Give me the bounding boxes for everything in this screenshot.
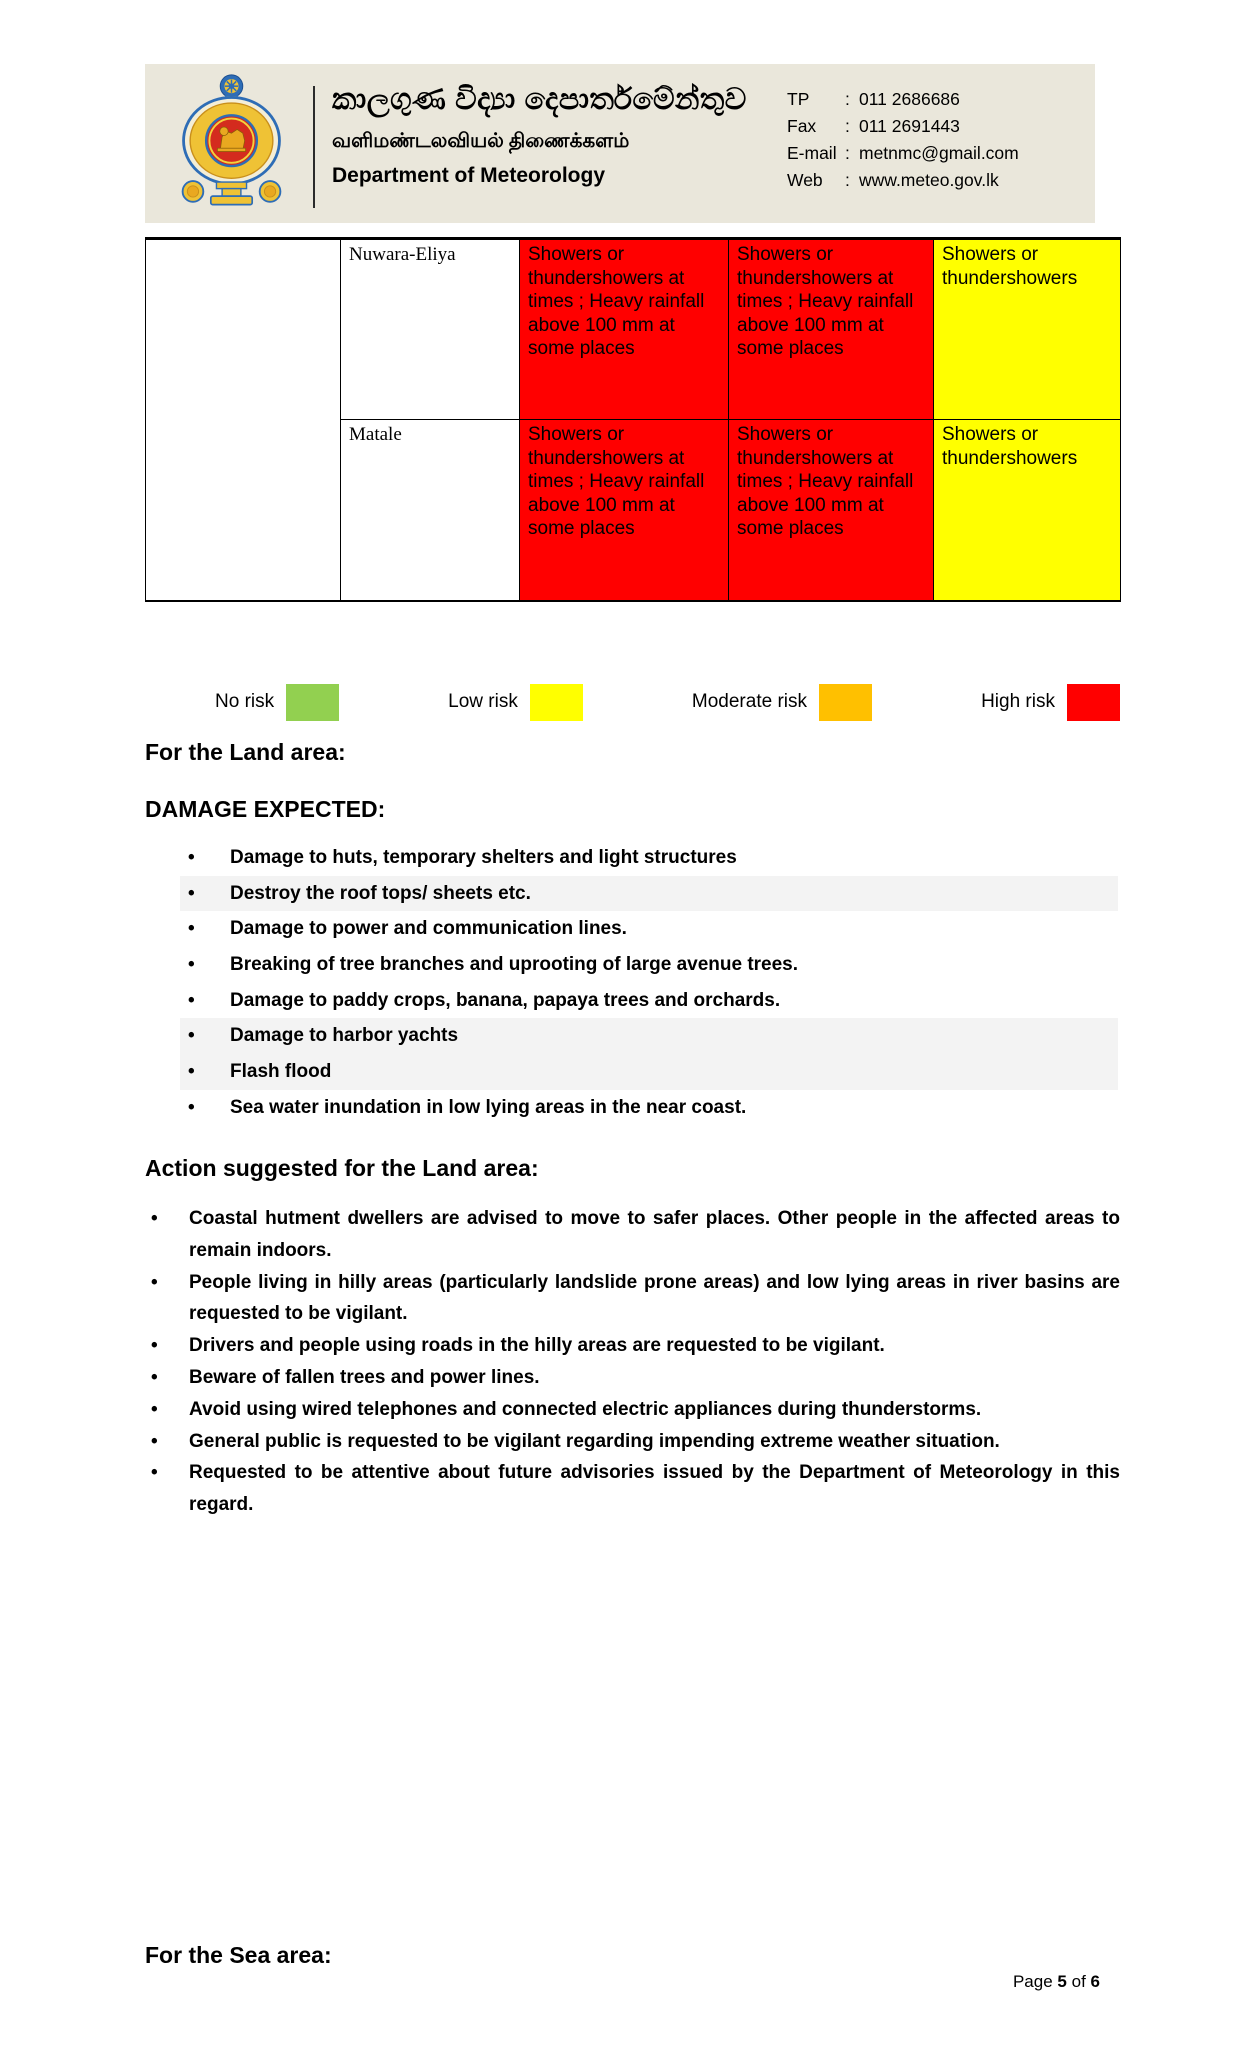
page-number-footer xyxy=(1013,1972,1100,1992)
forecast-cell-high-risk: Showers or thundershowers at times ; Heavy rainfall above 100 mm at some places xyxy=(729,239,934,420)
legend-item-low-risk xyxy=(448,684,583,721)
fax-number: 011 2691443 xyxy=(859,116,960,136)
district-name-cell: Nuwara-Eliya xyxy=(341,239,520,420)
low-risk-color-swatch xyxy=(530,684,583,721)
action-list-item xyxy=(148,1267,1120,1331)
action-item-text: • Beware of fallen trees and power lines. xyxy=(189,1366,540,1388)
page-word: Page xyxy=(1012,1972,1053,1991)
legend-item-no-risk xyxy=(215,684,339,721)
action-list-item xyxy=(148,1362,1120,1394)
legend-label: Moderate risk xyxy=(691,691,808,712)
legend-label: No risk xyxy=(215,691,275,712)
phone-number: 011 2686686 xyxy=(859,89,960,109)
current-page-number: 5 xyxy=(1057,1972,1067,1991)
no-risk-color-swatch xyxy=(286,684,339,721)
damage-list-item: • Sea water inundation in low lying areas in the near coast. xyxy=(180,1090,1118,1126)
damage-list-item: • Damage to huts, temporary shelters and light structures xyxy=(180,840,1118,876)
contact-label: E-mail xyxy=(787,143,837,163)
legend-label: High risk xyxy=(981,691,1055,712)
email-address: metnmc@gmail.com xyxy=(859,143,1019,163)
of-word: of xyxy=(1071,1972,1086,1991)
contact-separator: : xyxy=(845,143,850,163)
letterhead xyxy=(145,64,1095,223)
damage-list-item: • Damage to paddy crops, banana, papaya trees and orchards. xyxy=(180,983,1118,1019)
contact-label: TP xyxy=(787,89,810,109)
action-item-text: • People living in hilly areas (particularly landslide prone areas) and low lying areas in river basins are requested to be vigilant. xyxy=(189,1271,1120,1325)
damage-list-item: • Damage to power and communication lines. xyxy=(180,911,1118,947)
high-risk-color-swatch xyxy=(1067,684,1120,721)
moderate-risk-color-swatch xyxy=(819,684,872,721)
legend-label: Low risk xyxy=(448,691,518,712)
contact-row-email xyxy=(787,140,1019,167)
sea-area-heading: For the Sea area: xyxy=(145,1942,332,1968)
action-item-text: • General public is requested to be vigilant regarding impending extreme weather situation. xyxy=(189,1430,1000,1452)
action-item-text: • Drivers and people using roads in the hilly areas are requested to be vigilant. xyxy=(189,1335,885,1357)
contact-row-tp xyxy=(787,86,1019,113)
damage-expected-list xyxy=(180,840,1118,1126)
header-divider xyxy=(313,86,315,208)
legend-item-high-risk xyxy=(981,684,1120,721)
table-row xyxy=(146,239,1121,420)
action-list-item xyxy=(148,1330,1120,1362)
action-list-item xyxy=(148,1203,1120,1267)
contact-separator: : xyxy=(845,170,850,190)
forecast-cell-low-risk: Showers or thundershowers xyxy=(934,239,1121,420)
sri-lanka-emblem-logo xyxy=(175,73,288,214)
forecast-cell-high-risk: Showers or thundershowers at times ; Heavy rainfall above 100 mm at some places xyxy=(520,239,729,420)
risk-legend xyxy=(215,683,1120,721)
action-suggested-list xyxy=(148,1203,1120,1521)
action-list-item xyxy=(148,1457,1120,1521)
contact-separator: : xyxy=(845,89,850,109)
contact-label: Fax xyxy=(787,116,817,136)
province-cell-empty xyxy=(146,239,341,601)
forecast-cell-high-risk: Showers or thundershowers at times ; Heavy rainfall above 100 mm at some places xyxy=(520,420,729,601)
damage-list-item: • Breaking of tree branches and uprooting of large avenue trees. xyxy=(180,947,1118,983)
contact-label: Web xyxy=(787,170,823,190)
department-title-english: Department of Meteorology xyxy=(332,164,606,187)
contact-block xyxy=(787,86,1019,194)
action-item-text: • Requested to be attentive about future advisories issued by the Department of Meteorology in this regard. xyxy=(189,1462,1120,1516)
land-area-heading: For the Land area: xyxy=(145,739,346,765)
damage-expected-heading: DAMAGE EXPECTED: xyxy=(145,796,386,822)
action-suggested-heading: Action suggested for the Land area: xyxy=(145,1155,539,1181)
total-page-number: 6 xyxy=(1090,1972,1100,1991)
action-list-item xyxy=(148,1426,1120,1458)
website-url: www.meteo.gov.lk xyxy=(859,170,999,190)
contact-row-web xyxy=(787,167,1019,194)
damage-list-item: • Destroy the roof tops/ sheets etc. xyxy=(180,876,1118,912)
forecast-cell-low-risk: Showers or thundershowers xyxy=(934,420,1121,601)
district-name-cell: Matale xyxy=(341,420,520,601)
department-title-tamil: வளிமண்டலவியல் திணைக்களம் xyxy=(332,130,630,152)
legend-item-moderate-risk xyxy=(692,684,872,721)
action-item-text: • Avoid using wired telephones and connected electric appliances during thunderstorms. xyxy=(189,1398,982,1420)
damage-list-item: • Damage to harbor yachts xyxy=(180,1018,1118,1054)
department-title-sinhala: කාලගුණ විද්‍යා දෙපාර්තමේන්තුව xyxy=(332,83,747,116)
district-forecast-table xyxy=(145,237,1121,602)
contact-separator: : xyxy=(845,116,850,136)
action-item-text: • Coastal hutment dwellers are advised to move to safer places. Other people in the affected areas to remain indoors. xyxy=(189,1208,1120,1261)
forecast-cell-high-risk: Showers or thundershowers at times ; Heavy rainfall above 100 mm at some places xyxy=(729,420,934,601)
damage-list-item: • Flash flood xyxy=(180,1054,1118,1090)
contact-row-fax xyxy=(787,113,1019,140)
action-list-item xyxy=(148,1394,1120,1426)
